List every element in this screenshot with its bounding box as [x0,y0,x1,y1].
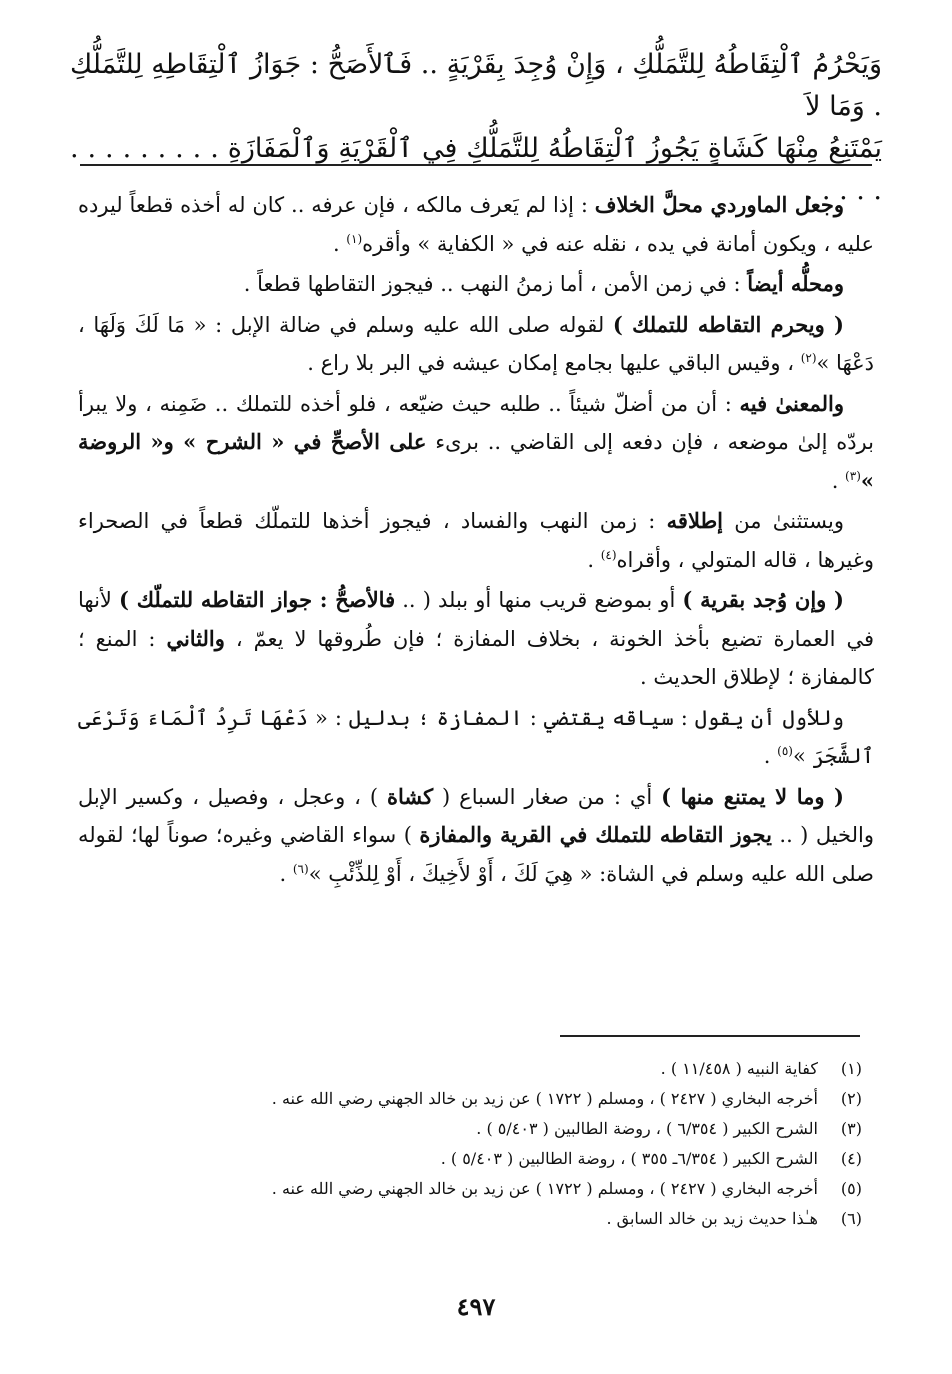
bold-term: على الأصحِّ في « الشرح » و« الروضة » [78,429,874,493]
paragraph-text: : المنع ؛ كالمفازة ؛ لإطلاق الحديث . [78,626,874,689]
footnote-ref[interactable]: (٢) [800,351,817,365]
footnote-item [80,1054,862,1084]
footnote-number: (٤) [840,1149,862,1168]
footnote-item [80,1174,862,1204]
footnote-text: الشرح الكبير ( ٦/٣٥٤ ) ، روضة الطالبين ( ٥/٤٠٣ ) . [476,1119,818,1138]
commentary-paragraph [78,265,874,304]
bold-term: ومحلُّه أيضاً [747,271,844,296]
paragraph-text: : أن من أضلّ شيئاً .. طلبه حيث ضيّعه ، فلو أخذه للتملك .. ضَمِنه ، ولا يبرأ بردّه إلىٰ موضعه ، فإن دفعه إلى القاضي .. برىء [78,391,874,454]
paragraph-text: ويستثنىٰ من [723,509,844,533]
commentary-paragraph [78,186,874,263]
paragraph-text: : إذا لم يَعرف مالكه ، فإن عرفه .. كان له أخذه قطعاً ليرده عليه ، ويكون أمانة في يده ، نقله عنه في « الكفاية » وأقره [78,193,874,256]
bold-term: فالأصحُّ : جواز التقاطه للتملّك ) [119,587,396,612]
footnote-text: كفاية النبيه ( ١١/٤٥٨ ) . [660,1059,818,1078]
matn-line-2: يَمْتَنِعُ مِنْهَا كَشَاةٍ يَجُوزُ ٱلْتِقَاطُهُ لِلتَّمَلُّكِ فِي ٱلْقَرْيَةِ وَٱلْمَفَازَةِ . . . . . . . . . . . . . . [70,133,882,206]
page-number: ٤٩٧ [456,1292,496,1321]
paragraph-text: . [332,231,347,256]
commentary-paragraph [78,306,874,383]
commentary-paragraph [78,385,874,501]
footnote-separator-rule [560,1035,860,1037]
paragraph-text: أو بموضع قريب منها أو ببلد ( .. [395,588,683,612]
footnote-number: (٣) [840,1119,862,1138]
footnotes-block [80,1054,862,1234]
footnote-number: (٦) [840,1209,862,1228]
footnote-text: الشرح الكبير ( ٦/٣٥٤ـ ٣٥٥ ) ، روضة الطالبين ( ٥/٤٠٣ ) . [440,1149,818,1168]
paragraph-text: . [587,547,601,572]
bold-term: يجوز التقاطه للتملك في القرية والمفازة [419,822,772,847]
commentary-paragraph [78,699,874,776]
paragraph-text: لقوله صلى الله عليه وسلم في ضالة الإبل : « مَا لَكَ وَلَهَا ، دَعْهَا » [78,312,874,375]
footnote-item [80,1084,862,1114]
bold-term: كشاة [387,783,434,809]
footnote-number: (٥) [840,1179,862,1198]
footnote-text: هـٰذا حديث زيد بن خالد السابق . [606,1209,818,1228]
paragraph-text: ) ، وعجل ، وفصيل ، وكسير الإبل والخيل ( .. [78,784,874,847]
footnote-text: أخرجه البخاري ( ٢٤٢٧ ) ، ومسلم ( ١٧٢٢ ) عن زيد بن خالد الجهني رضي الله عنه . [271,1179,818,1198]
footnote-number: (٢) [840,1089,862,1108]
bold-term: ( وإن وُجد بقرية ) [682,587,844,612]
footnote-item [80,1204,862,1234]
commentary-text-block [78,186,874,895]
commentary-paragraph [78,502,874,579]
footnote-number: (١) [840,1059,862,1078]
paragraph-text: ، وقيس الباقي عليها بجامع إمكان عيشه في البر بلا راع . [307,351,801,375]
matn-line-1: وَيَحْرُمُ ٱلْتِقَاطُهُ لِلتَّمَلُّكِ ، وَإِنْ وُجِدَ بِقَرْيَةٍ .. فَٱلأَصَحُّ : جَوَازُ ٱلْتِقَاطِهِ لِلتَّمَلُّكِ . وَمَا لاَ [70,49,882,122]
paragraph-text: . [831,468,846,493]
bold-term: ( ويحرم التقاطه للتملك ) [612,311,844,337]
footnote-item [80,1114,862,1144]
bold-term: والثاني [166,625,225,651]
paragraph-text: أي : من صغار السباع ( [433,784,662,809]
paragraph-text: : زمن النهب والفساد ، فيجوز أخذها للتملّك قطعاً في الصحراء وغيرها ، قاله المتولي ، وأقراه [78,509,874,572]
footnote-ref[interactable]: (٤) [600,547,617,562]
paragraph-text: : في زمن الأمن ، أما زمنُ النهب .. فيجوز التقاطها قطعاً . [243,272,748,296]
bold-term: وجعل الماوردي محلَّ الخلاف [594,192,844,217]
paragraph-text: ) سواء القاضي وغيره؛ صوناً لها؛ لقوله صلى الله عليه وسلم في الشاة: « هِيَ لَكَ ، أَوْ لأَخِيكَ ، أَوْ لِلذِّئْبِ » [78,823,874,886]
commentary-paragraph [78,778,874,894]
footnote-ref[interactable]: (١) [346,231,363,246]
footnote-item [80,1144,862,1174]
matn-separator-rule [80,164,872,166]
bold-term: إطلاقه [666,508,724,533]
footnote-ref[interactable]: (٣) [845,468,861,483]
footnote-text: أخرجه البخاري ( ٢٤٢٧ ) ، ومسلم ( ١٧٢٢ ) عن زيد بن خالد الجهني رضي الله عنه . [271,1089,818,1108]
paragraph-text: وللأول أن يقول : سياقه يقتضي : المفازة ؛ بدليل : « دَعْهَا تَرِدُ ٱلْمَاءَ وَتَرْعَى ٱلشَّجَرَ » [78,705,874,768]
commentary-paragraph [78,581,874,697]
paragraph-text: . [763,744,778,768]
bold-term: ( وما لا يمتنع منها ) [661,783,844,809]
paragraph-text: . [279,861,293,886]
paragraph-text: لأنها في العمارة تضيع بأخذ الخونة ، بخلاف المفازة ؛ فإن طُروقها لا يعمّ ، [78,588,874,651]
footnote-ref[interactable]: (٥) [777,744,793,758]
footnote-ref[interactable]: (٦) [292,861,309,876]
bold-term: والمعنىٰ فيه [739,390,844,416]
